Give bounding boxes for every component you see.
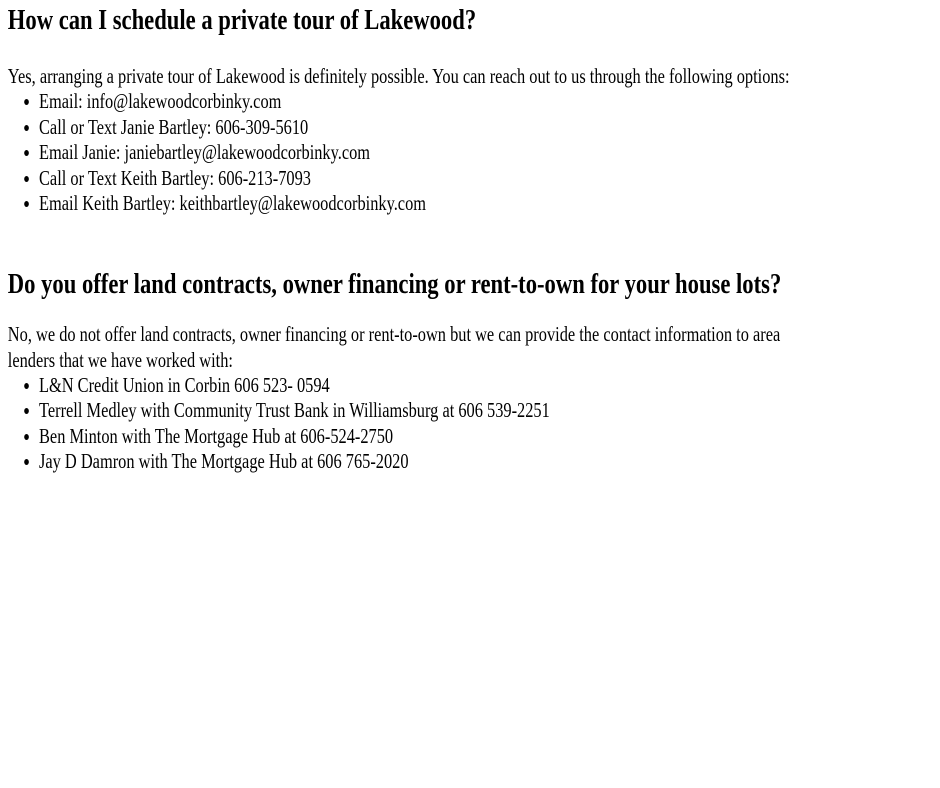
contact-options-list xyxy=(8,89,940,217)
list-item-lender-ln-credit-union: • L&N Credit Union in Corbin 606 523- 0594 xyxy=(39,373,940,399)
faq-section-financing xyxy=(8,267,940,475)
list-item-contact-email-general: • Email: info@lakewoodcorbinky.com xyxy=(39,89,940,115)
list-item-lender-jay-damron: • Jay D Damron with The Mortgage Hub at 606 765-2020 xyxy=(39,449,940,475)
list-item-contact-janie-email: • Email Janie: janiebartley@lakewoodcorbinky.com xyxy=(39,140,940,166)
list-item-contact-janie-phone: • Call or Text Janie Bartley: 606-309-5610 xyxy=(39,115,940,141)
answer-line: Yes, arranging a private tour of Lakewood is definitely possible. You can reach out to us through the following options: xyxy=(7,64,790,88)
list-item-lender-ben-minton: • Ben Minton with The Mortgage Hub at 606-524-2750 xyxy=(39,424,940,450)
lenders-list xyxy=(8,373,940,475)
faq-question-tour: How can I schedule a private tour of Lakewood? xyxy=(7,4,477,36)
faq-answer-tour xyxy=(8,63,940,89)
list-item-contact-keith-phone: • Call or Text Keith Bartley: 606-213-7093 xyxy=(39,166,940,192)
faq-question-financing: Do you offer land contracts, owner financing or rent-to-own for your house lots? xyxy=(7,267,782,300)
list-item-lender-terrell-medley: • Terrell Medley with Community Trust Bank in Williamsburg at 606 539-2251 xyxy=(39,398,940,424)
faq-section-tour xyxy=(8,3,940,217)
faq-answer-financing xyxy=(8,321,940,373)
list-item-contact-keith-email: • Email Keith Bartley: keithbartley@lakewoodcorbinky.com xyxy=(39,191,940,217)
answer-line: No, we do not offer land contracts, owner financing or rent-to-own but we can provide the contact information to area xyxy=(7,321,781,346)
answer-line: lenders that we have worked with: xyxy=(7,347,233,372)
